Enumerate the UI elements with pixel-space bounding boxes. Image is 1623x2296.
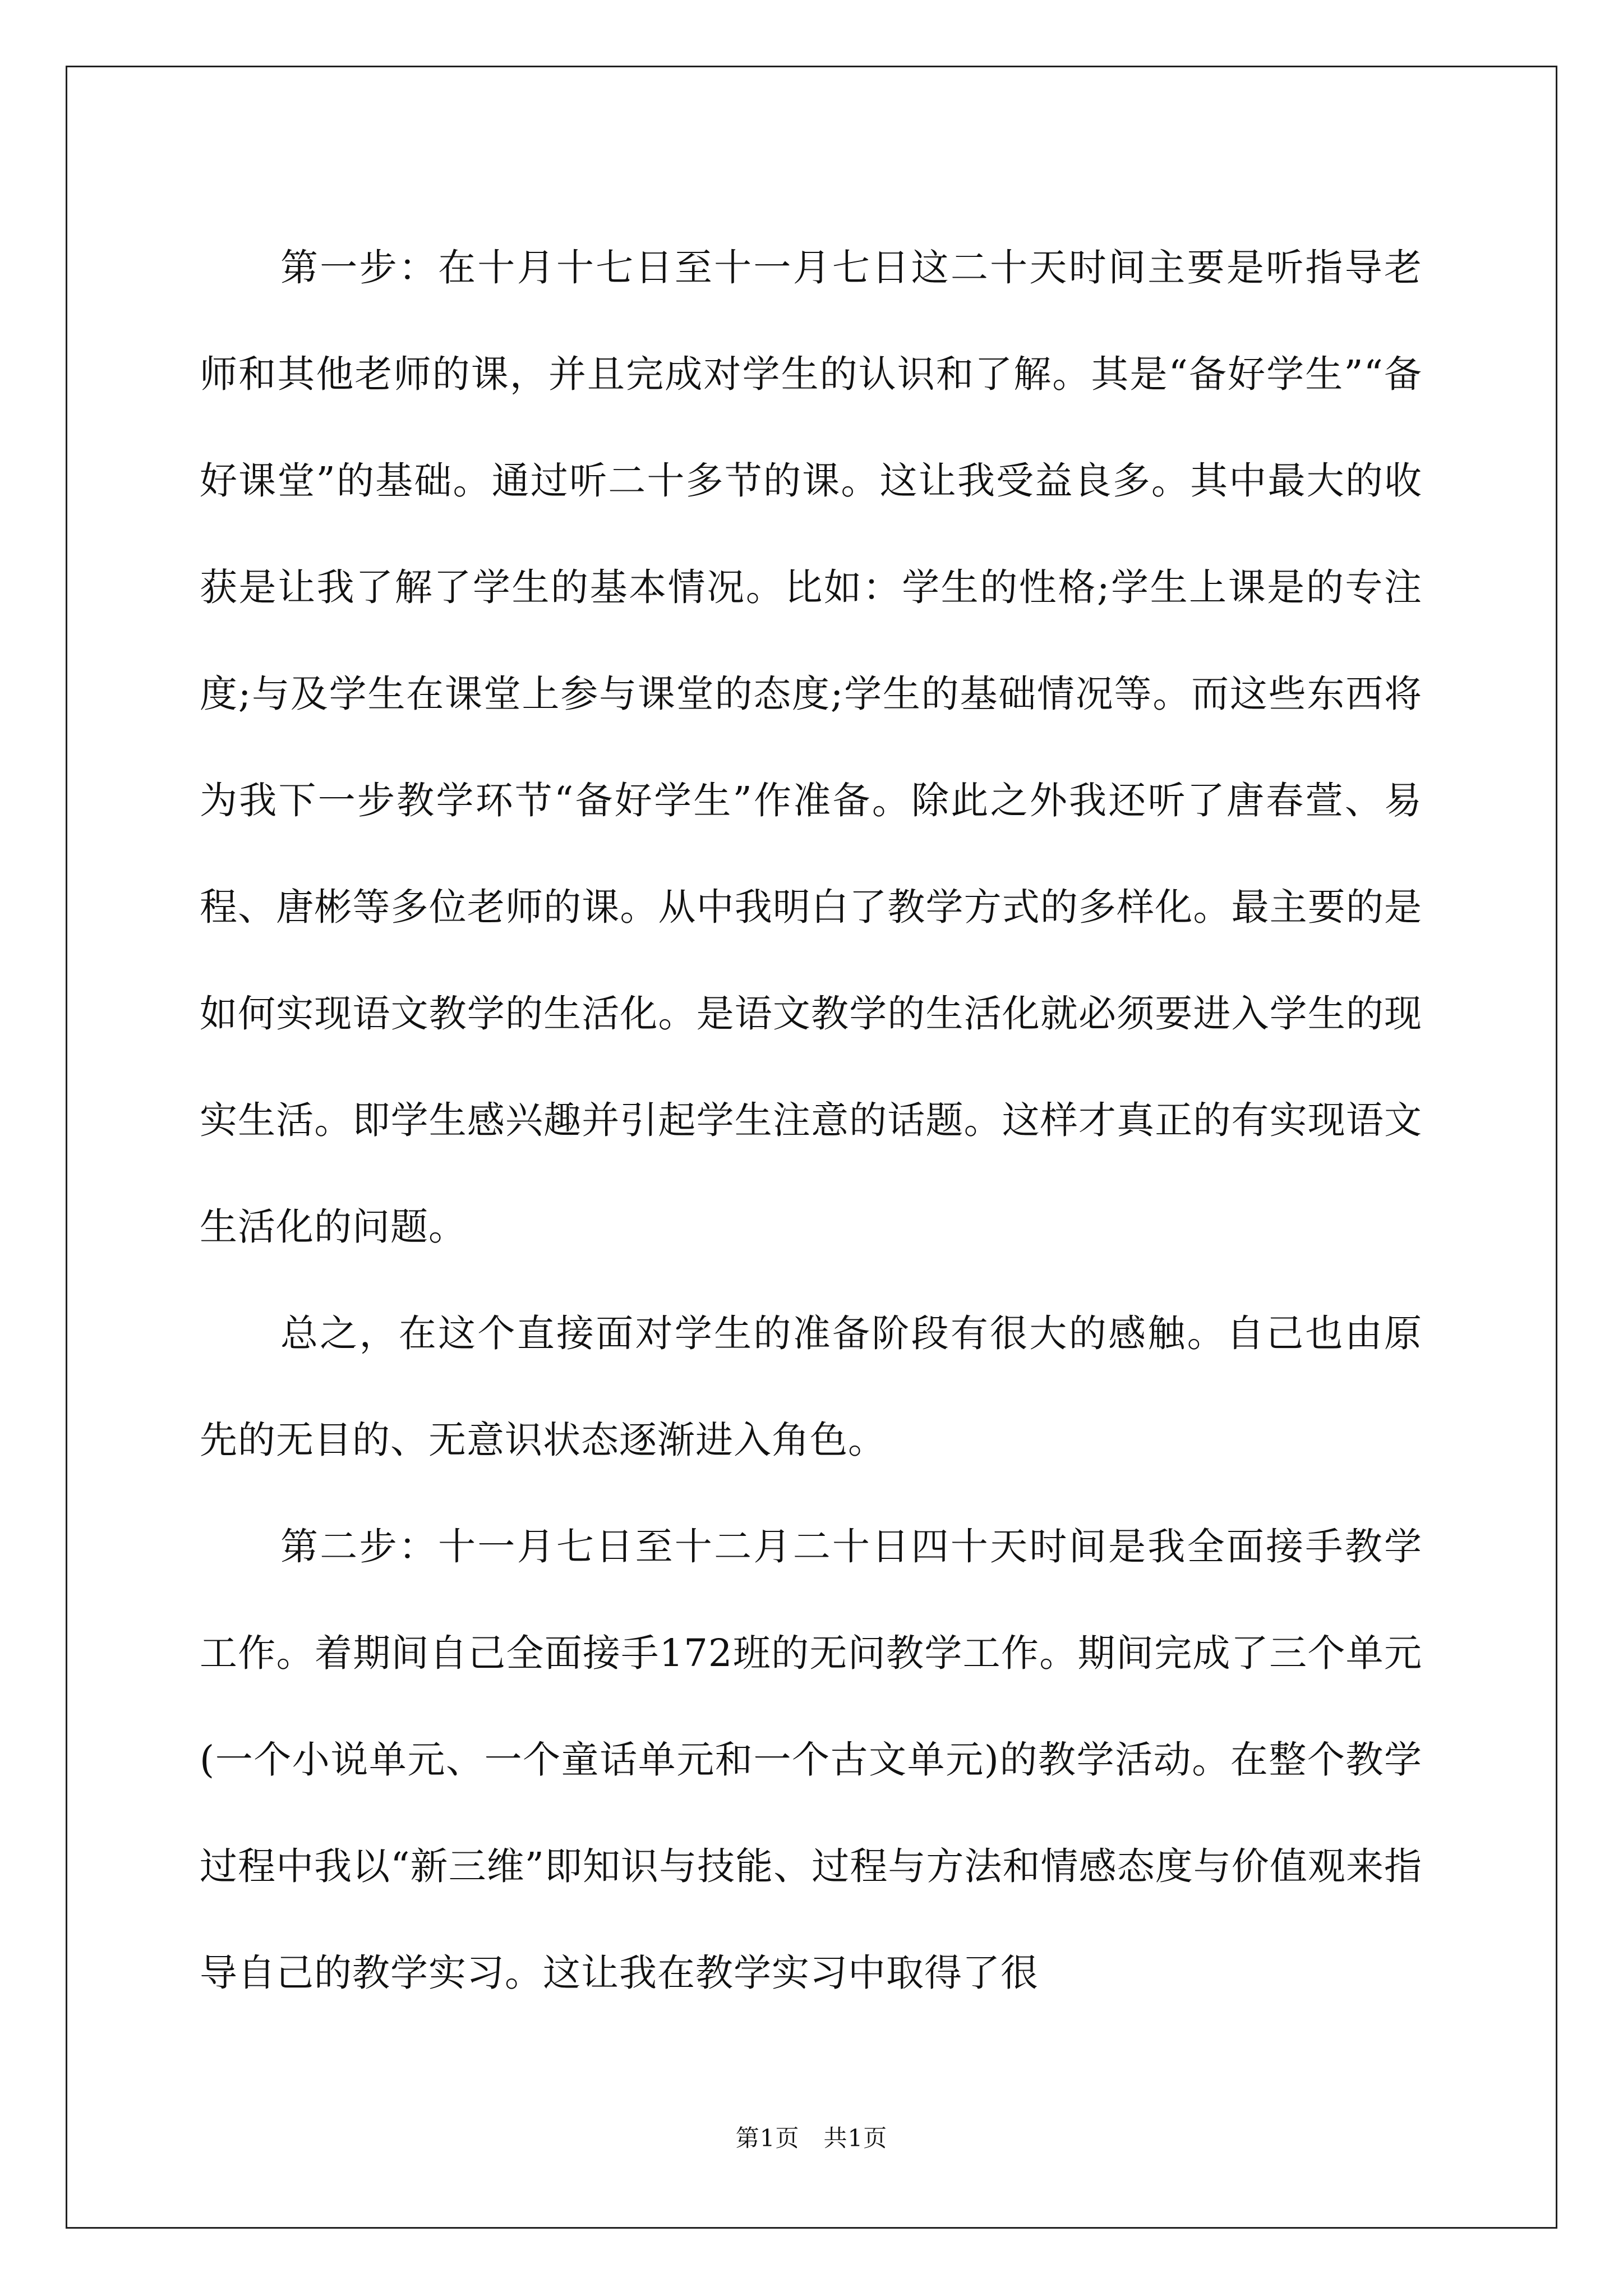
paragraph-step-two: 第二步：十一月七日至十二月二十日四十天时间是我全面接手教学工作。着期间自己全面接手172班的无问教学工作。期间完成了三个单元(一个小说单元、一个童话单元和一个古文单元)的教学活动。在整个教学过程中我以“新三维”即知识与技能、过程与方法和情感态度与价值观来指导自己的教学实习。这让我在教学实习中取得了很 [200,1525,1422,1995]
document-body [200,214,1422,2026]
paragraph-summary: 总之，在这个直接面对学生的准备阶段有很大的感触。自己也由原先的无目的、无意识状态逐渐进入角色。 [200,1312,1422,1462]
paragraph-step-one: 第一步：在十月十七日至十一月七日这二十天时间主要是听指导老师和其他老师的课，并且完成对学生的认识和了解。其是“备好学生”“备好课堂”的基础。通过听二十多节的课。这让我受益良多。其中最大的收获是让我了解了学生的基本情况。比如：学生的性格;学生上课是的专注度;与及学生在课堂上参与课堂的态度;学生的基础情况等。而这些东西将为我下一步教学环节“备好学生”作准备。除此之外我还听了唐春萱、易程、唐彬等多位老师的课。从中我明白了教学方式的多样化。最主要的是如何实现语文教学的生活化。是语文教学的生活化就必须要进入学生的现实生活。即学生感兴趣并引起学生注意的话题。这样才真正的有实现语文生活化的问题。 [200,246,1422,1249]
page-number-footer: 第1页 共1页 [735,2124,888,2152]
